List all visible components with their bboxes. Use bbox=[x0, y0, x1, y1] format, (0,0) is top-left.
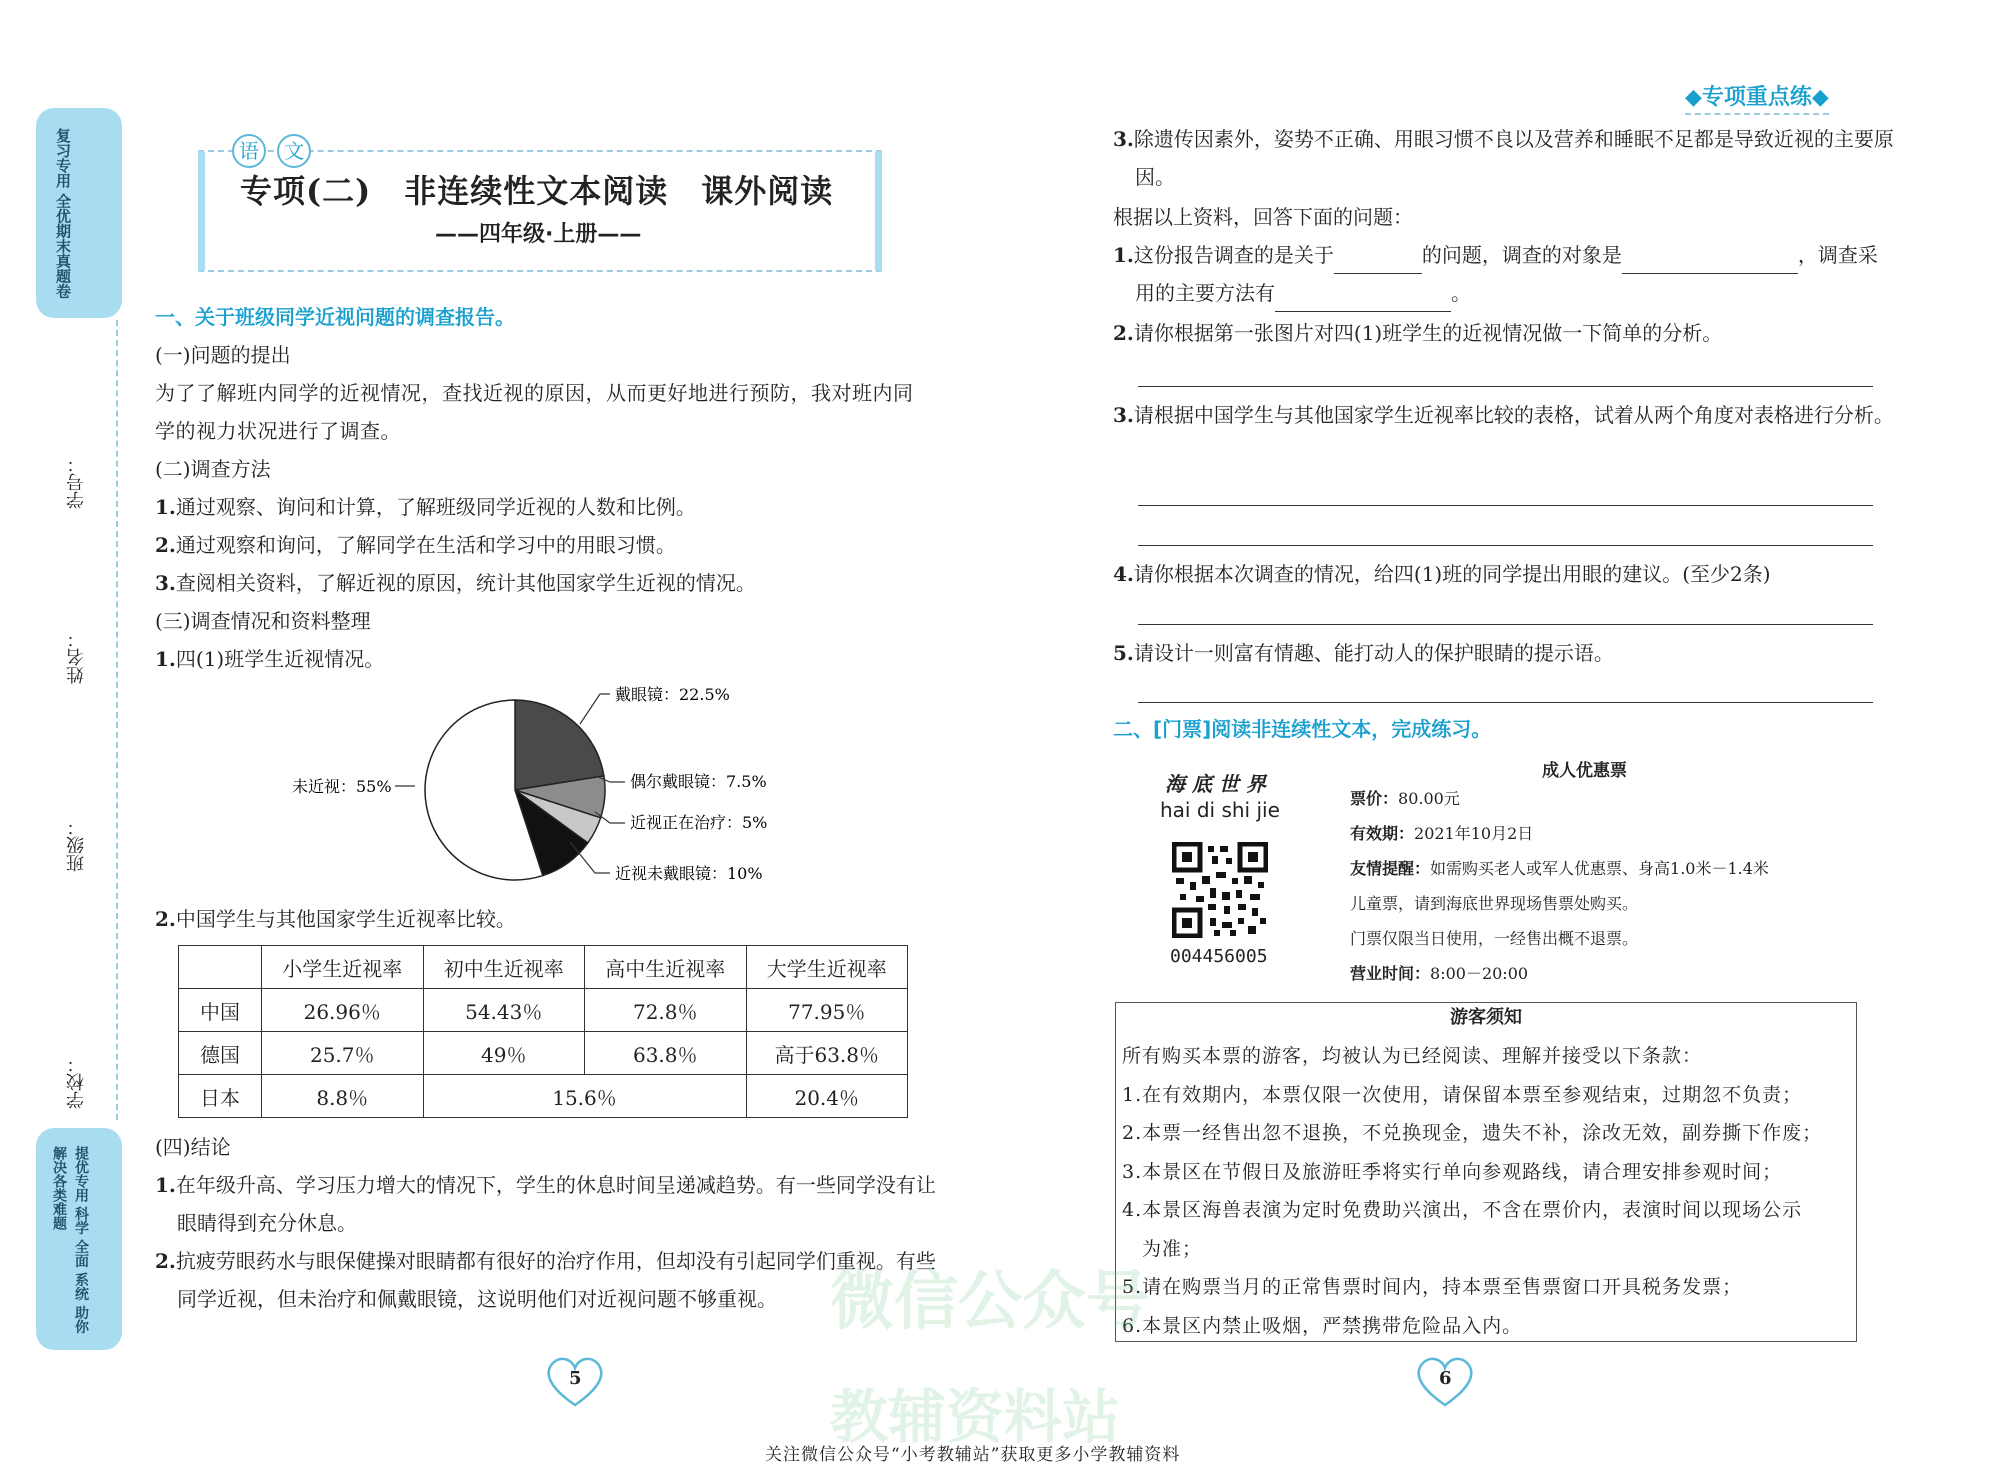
q2-num: 2. bbox=[1113, 321, 1134, 345]
qr-code-icon bbox=[1172, 842, 1268, 938]
ticket-code: 004456005 bbox=[1170, 946, 1268, 967]
table-header: 高中生近视率 bbox=[585, 946, 747, 989]
label-not-myopic: 未近视：55% bbox=[292, 777, 392, 796]
table-row bbox=[179, 1032, 908, 1075]
watermark-text-2: 教辅资料站 bbox=[830, 1383, 1121, 1451]
notice-intro: 所有购买本票的游客，均被认为已经阅读、理解并接受以下条款： bbox=[1122, 1045, 1703, 1067]
conclusion-1-text: 在年级升高、学习压力增大的情况下，学生的休息时间呈递减趋势。有一些同学没有让眼睛得到充分休息。 bbox=[175, 1173, 936, 1235]
ticket-tip-3: 门票仅限当日使用，一经售出概不退票。 bbox=[1350, 929, 1639, 948]
page-subtitle: ——四年级·上册—— bbox=[435, 222, 642, 247]
notice-title: 游客须知 bbox=[1450, 1007, 1522, 1028]
table-cell: 26.96％ bbox=[262, 989, 424, 1032]
table-header-row bbox=[179, 946, 908, 989]
table-cell: 高于63.8％ bbox=[746, 1032, 908, 1075]
ticket-valid bbox=[1350, 821, 1533, 844]
method-3-text: 查阅相关资料，了解近视的原因，统计其他国家学生近视的情况。 bbox=[175, 571, 756, 595]
ticket-pinyin: hai di shi jie bbox=[1160, 798, 1280, 822]
ticket-valid-value: 2021年10月2日 bbox=[1414, 824, 1534, 843]
leader-glasses bbox=[580, 694, 610, 724]
item-1 bbox=[155, 640, 384, 678]
item-2 bbox=[155, 900, 516, 938]
table-cell: 72.8％ bbox=[585, 989, 747, 1032]
p4-heading: (四)结论 bbox=[155, 1135, 231, 1159]
p2-heading: (二)调查方法 bbox=[155, 457, 271, 481]
table-header bbox=[179, 946, 262, 989]
ticket-name: 海 底 世 界 bbox=[1165, 772, 1266, 796]
table-cell: 日本 bbox=[179, 1075, 262, 1118]
question-5 bbox=[1113, 634, 1614, 672]
pie-slice-0 bbox=[515, 700, 604, 790]
ticket-tip-1: 如需购买老人或军人优惠票、身高1.0米－1.4米 bbox=[1430, 859, 1769, 878]
table-row bbox=[179, 989, 908, 1032]
sidebar-dashed-line bbox=[116, 320, 118, 1120]
label-glasses: 戴眼镜：22.5% bbox=[615, 685, 730, 704]
q4-answer-line[interactable] bbox=[1138, 624, 1873, 625]
notice-item: 4.本景区海兽表演为定时免费助兴演出，不含在票价内，表演时间以现场公示 bbox=[1122, 1199, 1803, 1221]
notice-item: 3.本景区在节假日及旅游旺季将实行单向参观路线，请合理安排参观时间； bbox=[1122, 1160, 1783, 1183]
page-number-right: 6 bbox=[1439, 1368, 1452, 1389]
table-header: 小学生近视率 bbox=[262, 946, 424, 989]
label-occasional: 偶尔戴眼镜：7.5% bbox=[630, 772, 767, 791]
table-cell: 25.7％ bbox=[262, 1032, 424, 1075]
table-cell: 8.8％ bbox=[262, 1075, 424, 1118]
ticket-hours-label: 营业时间： bbox=[1350, 964, 1431, 983]
q2-answer-line[interactable] bbox=[1138, 386, 1873, 387]
method-1-num: 1. bbox=[155, 495, 176, 519]
method-1-text: 通过观察、询问和计算，了解班级同学近视的人数和比例。 bbox=[175, 495, 696, 519]
q3-answer-line-1[interactable] bbox=[1138, 505, 1873, 506]
q1-blank-2[interactable] bbox=[1622, 273, 1798, 274]
conclusion-3-text: 除遗传因素外，姿势不正确、用眼习惯不良以及营养和睡眠不足都是导致近视的主要原因。 bbox=[1133, 127, 1894, 189]
item-1-num: 1. bbox=[155, 647, 176, 671]
questions-intro: 根据以上资料，回答下面的问题： bbox=[1113, 205, 1413, 229]
sidebar-top-text: 复习专用 全优期末真题卷 bbox=[54, 128, 72, 299]
conclusion-2-text: 抗疲劳眼药水与眼保健操对眼睛都有很好的治疗作用，但却没有引起同学们重视。有些同学近视，但未治疗和佩戴眼镜，这说明他们对近视问题不够重视。 bbox=[175, 1249, 936, 1311]
notice-item: 6.本景区内禁止吸烟，严禁携带危险品入内。 bbox=[1122, 1314, 1523, 1337]
table-cell: 德国 bbox=[179, 1032, 262, 1075]
table-row bbox=[179, 1075, 908, 1118]
label-xingming: 姓名： bbox=[66, 630, 87, 684]
notice-item: 5.请在购票当月的正常售票时间内，持本票至售票窗口开具税务发票； bbox=[1122, 1276, 1743, 1298]
conclusion-3-num: 3. bbox=[1113, 127, 1134, 151]
q3-answer-line-2[interactable] bbox=[1138, 545, 1873, 546]
page-number-left: 5 bbox=[569, 1368, 582, 1389]
table-cell: 中国 bbox=[179, 989, 262, 1032]
q1-text-d: 。 bbox=[1451, 281, 1471, 305]
q1-text-b: 的问题，调查的对象是 bbox=[1421, 243, 1622, 267]
q3-text: 请根据中国学生与其他国家学生近视率比较的表格，试着从两个角度对表格进行分析。 bbox=[1133, 403, 1894, 427]
table-cell: 49％ bbox=[423, 1032, 585, 1075]
question-1 bbox=[1113, 236, 1895, 312]
ticket-price bbox=[1350, 786, 1460, 809]
sidebar-bottom-tab bbox=[36, 1128, 122, 1350]
section2-heading: 二、[门票]阅读非连续性文本，完成练习。 bbox=[1113, 717, 1492, 741]
method-2-text: 通过观察和询问，了解同学在生活和学习中的用眼习惯。 bbox=[175, 533, 676, 557]
ticket-price-label: 票价： bbox=[1350, 789, 1399, 808]
notice-box bbox=[1115, 1002, 1857, 1342]
q3-num: 3. bbox=[1113, 403, 1134, 427]
method-2-num: 2. bbox=[155, 533, 176, 557]
pie-chart bbox=[280, 680, 820, 900]
item-1-text: 四(1)班学生近视情况。 bbox=[175, 647, 385, 671]
conclusion-1-num: 1. bbox=[155, 1173, 176, 1197]
q5-answer-line[interactable] bbox=[1138, 702, 1873, 703]
ticket-price-value: 80.00元 bbox=[1398, 789, 1460, 808]
comparison-table bbox=[178, 945, 908, 1118]
table-cell: 54.43％ bbox=[423, 989, 585, 1032]
section1-heading: 一、关于班级同学近视问题的调查报告。 bbox=[155, 305, 515, 329]
p1-text: 为了了解班内同学的近视情况，查找近视的原因，从而更好地进行预防，我对班内同学的视力状况进行了调查。 bbox=[155, 381, 914, 443]
table-cell: 63.8％ bbox=[585, 1032, 747, 1075]
watermark-text-1: 微信公众号 bbox=[830, 1265, 1150, 1339]
corner-tag: ◆专项重点练◆ bbox=[1685, 80, 1829, 115]
item-2-num: 2. bbox=[155, 907, 176, 931]
table-header: 大学生近视率 bbox=[746, 946, 908, 989]
table-header: 初中生近视率 bbox=[423, 946, 585, 989]
footer-note: 关注微信公众号“小考教辅站”获取更多小学教辅资料 bbox=[765, 1445, 1181, 1465]
q4-num: 4. bbox=[1113, 562, 1134, 586]
q5-text: 请设计一则富有情趣、能打动人的保护眼睛的提示语。 bbox=[1133, 641, 1614, 665]
conclusion-1 bbox=[155, 1166, 937, 1242]
conclusion-3 bbox=[1113, 120, 1895, 196]
q1-text-c: ，调查采用的主要方法有 bbox=[1135, 243, 1878, 305]
page-title: 专项(二) 非连续性文本阅读 课外阅读 bbox=[240, 172, 834, 210]
conclusion-2 bbox=[155, 1242, 937, 1318]
sidebar-bottom-text: 提优专用 科学 全面 系统 助你解决各类难题 bbox=[51, 1146, 89, 1334]
label-banji: 班级： bbox=[66, 818, 87, 872]
sidebar-top-tab bbox=[36, 108, 122, 318]
ticket-tip-label: 友情提醒： bbox=[1350, 859, 1431, 878]
q2-text: 请你根据第一张图片对四(1)班学生的近视情况做一下简单的分析。 bbox=[1133, 321, 1723, 345]
ticket-title: 成人优惠票 bbox=[1542, 761, 1627, 781]
q1-blank-3[interactable] bbox=[1275, 311, 1451, 312]
badge-char-1: 语 bbox=[232, 134, 266, 168]
conclusion-2-num: 2. bbox=[155, 1249, 176, 1273]
ticket bbox=[1150, 750, 1890, 990]
q5-num: 5. bbox=[1113, 641, 1134, 665]
q4-text: 请你根据本次调查的情况，给四(1)班的同学提出用眼的建议。(至少2条) bbox=[1133, 562, 1771, 586]
p3-heading: (三)调查情况和资料整理 bbox=[155, 609, 371, 633]
table-cell: 77.95％ bbox=[746, 989, 908, 1032]
notice-item: 1.在有效期内，本票仅限一次使用，请保留本票至参观结束，过期忽不负责； bbox=[1122, 1083, 1803, 1106]
method-1 bbox=[155, 488, 696, 526]
label-xuehao: 学号： bbox=[66, 455, 87, 509]
question-3 bbox=[1113, 396, 1895, 434]
item-2-text: 中国学生与其他国家学生近视率比较。 bbox=[175, 907, 516, 931]
ticket-hours-value: 8:00－20:00 bbox=[1430, 964, 1529, 983]
q1-text-a: 这份报告调查的是关于 bbox=[1133, 243, 1334, 267]
notice-item: 2.本票一经售出忽不退换，不兑换现金，遗失不补，涂改无效，副券撕下作废； bbox=[1122, 1122, 1823, 1144]
table-cell: 20.4％ bbox=[746, 1075, 908, 1118]
q1-num: 1. bbox=[1113, 243, 1134, 267]
ticket-hours bbox=[1350, 961, 1528, 984]
label-xuexiao: 学校： bbox=[66, 1055, 87, 1109]
question-2 bbox=[1113, 314, 1722, 352]
notice-item: 为准； bbox=[1142, 1237, 1203, 1260]
ticket-tip bbox=[1350, 856, 1769, 879]
method-3 bbox=[155, 564, 756, 602]
subject-badge bbox=[232, 134, 311, 166]
ticket-tip-2: 儿童票，请到海底世界现场售票处购买。 bbox=[1350, 894, 1639, 913]
badge-char-2: 文 bbox=[277, 134, 311, 168]
ticket-valid-label: 有效期： bbox=[1350, 824, 1415, 843]
label-treating: 近视正在治疗：5% bbox=[630, 813, 768, 832]
table-cell: 15.6％ bbox=[423, 1075, 746, 1118]
q1-blank-1[interactable] bbox=[1334, 273, 1422, 274]
question-4 bbox=[1113, 555, 1771, 593]
method-3-num: 3. bbox=[155, 571, 176, 595]
method-2 bbox=[155, 526, 676, 564]
p1-heading: (一)问题的提出 bbox=[155, 343, 291, 367]
label-no-glasses: 近视未戴眼镜：10% bbox=[615, 864, 763, 883]
